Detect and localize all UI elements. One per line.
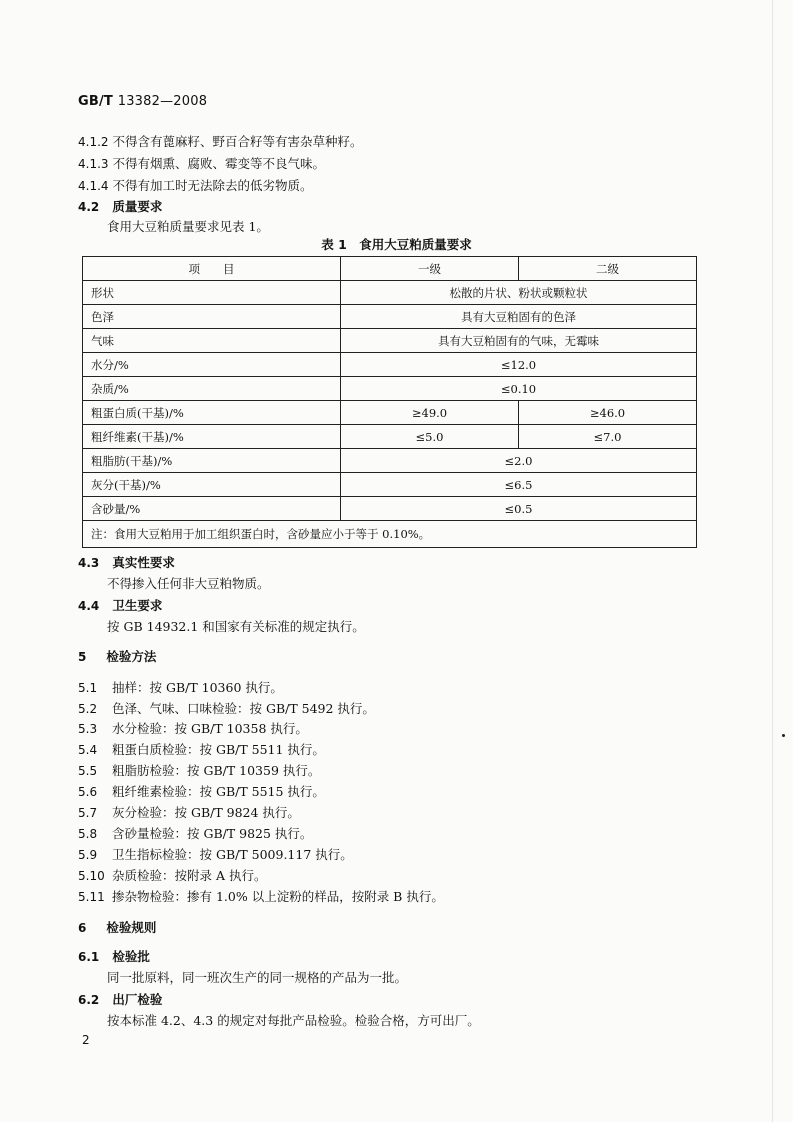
clause-5-5: 5.5 粗脂肪检验：按 GB/T 10359 执行。 <box>78 763 321 778</box>
clause-5-11: 5.11 掺杂物检验：掺有 1.0% 以上淀粉的样品，按附录 B 执行。 <box>78 889 444 904</box>
clause-4-1-4: 4.1.4 不得有加工时无法除去的低劣物质。 <box>78 178 313 193</box>
section-4-4-body: 按 GB 14932.1 和国家有关标准的规定执行。 <box>107 619 365 634</box>
standard-prefix: GB/T <box>78 94 113 109</box>
table-caption: 表 1 食用大豆粕质量要求 <box>321 237 472 252</box>
table-row: 形状 松散的片状、粉状或颗粒状 <box>83 281 697 305</box>
section-6-2-heading: 6.2 出厂检验 <box>78 992 163 1007</box>
clause-5-6: 5.6 粗纤维素检验：按 GB/T 5515 执行。 <box>78 784 325 799</box>
standard-number: 13382—2008 <box>117 94 208 109</box>
section-6-1-heading: 6.1 检验批 <box>78 949 150 964</box>
clause-5-8: 5.8 含砂量检验：按 GB/T 9825 执行。 <box>78 826 313 841</box>
section-4-3-body: 不得掺入任何非大豆粕物质。 <box>107 576 270 591</box>
section-6-heading: 6 检验规则 <box>78 920 157 935</box>
section-4-2-body: 食用大豆粕质量要求见表 1。 <box>107 219 269 234</box>
table-row: 色泽 具有大豆粕固有的色泽 <box>83 305 697 329</box>
section-4-4-heading: 4.4 卫生要求 <box>78 598 163 613</box>
table-row: 含砂量/% ≤0.5 <box>83 497 697 521</box>
scan-speck <box>782 734 785 737</box>
table-row: 粗纤维素(干基)/% ≤5.0 ≤7.0 <box>83 425 697 449</box>
table-row: 粗脂肪(干基)/% ≤2.0 <box>83 449 697 473</box>
table-row: 气味 具有大豆粕固有的气味，无霉味 <box>83 329 697 353</box>
header-grade-2: 二级 <box>519 257 697 281</box>
header-item: 项 目 <box>83 257 341 281</box>
table-row: 灰分(干基)/% ≤6.5 <box>83 473 697 497</box>
clause-5-7: 5.7 灰分检验：按 GB/T 9824 执行。 <box>78 805 300 820</box>
quality-requirements-table <box>82 256 697 548</box>
section-6-2-body: 按本标准 4.2、4.3 的规定对每批产品检验。检验合格，方可出厂。 <box>107 1013 480 1028</box>
clause-4-1-3: 4.1.3 不得有烟熏、腐败、霉变等不良气味。 <box>78 156 326 171</box>
table-note-row <box>83 521 697 548</box>
section-6-1-body: 同一批原料，同一班次生产的同一规格的产品为一批。 <box>107 970 408 985</box>
section-4-3-heading: 4.3 真实性要求 <box>78 555 175 570</box>
table-row: 粗蛋白质(干基)/% ≥49.0 ≥46.0 <box>83 401 697 425</box>
clause-5-2: 5.2 色泽、气味、口味检验：按 GB/T 5492 执行。 <box>78 701 375 716</box>
section-5-heading: 5 检验方法 <box>78 649 157 664</box>
clause-5-1: 5.1 抽样：按 GB/T 10360 执行。 <box>78 680 283 695</box>
table-note: 注：食用大豆粕用于加工组织蛋白时，含砂量应小于等于 0.10%。 <box>83 521 697 548</box>
table-row: 水分/% ≤12.0 <box>83 353 697 377</box>
table-row: 杂质/% ≤0.10 <box>83 377 697 401</box>
clause-4-1-2: 4.1.2 不得含有蓖麻籽、野百合籽等有害杂草种籽。 <box>78 134 363 149</box>
section-4-2-heading: 4.2 质量要求 <box>78 199 163 214</box>
clause-5-4: 5.4 粗蛋白质检验：按 GB/T 5511 执行。 <box>78 742 325 757</box>
scan-edge <box>772 0 773 1122</box>
clause-5-10: 5.10 杂质检验：按附录 A 执行。 <box>78 868 267 883</box>
page-number: 2 <box>82 1033 90 1047</box>
clause-5-9: 5.9 卫生指标检验：按 GB/T 5009.117 执行。 <box>78 847 353 862</box>
clause-5-3: 5.3 水分检验：按 GB/T 10358 执行。 <box>78 721 308 736</box>
header-grade-1: 一级 <box>341 257 519 281</box>
standard-header <box>78 94 207 109</box>
table-header-row <box>83 257 697 281</box>
